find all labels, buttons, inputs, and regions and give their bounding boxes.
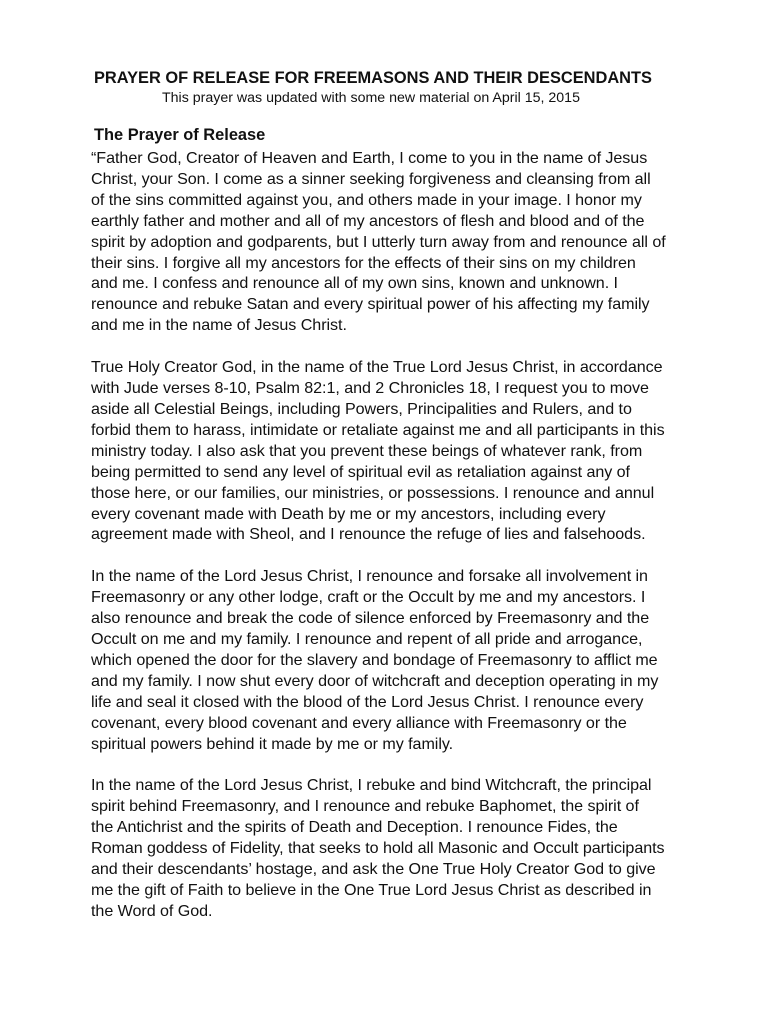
text-line: forbid them to harass, intimidate or retaliate against me and all participants in this: [91, 420, 665, 439]
text-line: Occult on me and my family. I renounce and repent of all pride and arrogance,: [91, 630, 643, 649]
text-line: covenant, every blood covenant and every alliance with Freemasonry or the: [91, 713, 627, 732]
paragraph-1: [91, 148, 731, 336]
text-line: me the gift of Faith to believe in the One True Lord Jesus Christ as described in: [91, 881, 652, 899]
text-line: aside all Celestial Beings, including Powers, Principalities and Rulers, and to: [91, 399, 632, 418]
text-line: being permitted to send any level of spiritual evil as retaliation against any of: [91, 462, 630, 481]
section-heading: The Prayer of Release: [94, 126, 266, 144]
text-line: Roman goddess of Fidelity, that seeks to hold all Masonic and Occult participants: [91, 839, 665, 858]
text-line: renounce and rebuke Satan and every spiritual power of his affecting my family: [91, 295, 650, 314]
text-line: life and seal it closed with the blood of the Lord Jesus Christ. I renounce every: [91, 692, 644, 711]
text-line: and me in the name of Jesus Christ.: [91, 316, 347, 335]
text-line: ministry today. I also ask that you prevent these beings of whatever rank, from: [91, 441, 643, 460]
text-line: which opened the door for the slavery and bondage of Freemasonry to afflict me: [91, 650, 658, 669]
text-line: of the sins committed against you, and others made in your image. I honor my: [91, 190, 642, 209]
text-line: “Father God, Creator of Heaven and Earth, I come to you in the name of Jesus: [91, 149, 648, 167]
text-line: Christ, your Son. I come as a sinner seeking forgiveness and cleansing from all: [91, 169, 651, 188]
text-line: Freemasonry or any other lodge, craft or the Occult by me and my ancestors. I: [91, 588, 646, 607]
paragraph-3: [91, 566, 731, 754]
text-line: earthly father and mother and all of my ancestors of flesh and blood and of the: [91, 211, 645, 230]
text-line: the Word of God.: [91, 901, 213, 920]
prayer-body: [91, 148, 731, 943]
text-line: spirit behind Freemasonry, and I renounce and rebuke Baphomet, the spirit of: [91, 797, 639, 816]
text-line: and their descendants’ hostage, and ask the One True Holy Creator God to give: [91, 860, 656, 879]
document-subtitle: This prayer was updated with some new material on April 15, 2015: [162, 90, 580, 106]
text-line: and me. I confess and renounce all of my own sins, known and unknown. I: [91, 274, 618, 293]
paragraph-2: [91, 357, 731, 545]
text-line: every covenant made with Death by me or my ancestors, including every: [91, 504, 606, 523]
text-line: agreement made with Sheol, and I renounce the refuge of lies and falsehoods.: [91, 525, 646, 544]
text-line: True Holy Creator God, in the name of the True Lord Jesus Christ, in accordance: [91, 358, 663, 377]
paragraph-4: [91, 775, 731, 921]
text-line: with Jude verses 8-10, Psalm 82:1, and 2 Chronicles 18, I request you to move: [91, 379, 649, 398]
text-line: their sins. I forgive all my ancestors for the effects of their sins on my children: [91, 253, 636, 272]
text-line: spiritual powers behind it made by me or my family.: [91, 734, 454, 753]
text-line: In the name of the Lord Jesus Christ, I rebuke and bind Witchcraft, the principal: [91, 776, 652, 795]
document-title: PRAYER OF RELEASE FOR FREEMASONS AND THEIR DESCENDANTS: [94, 69, 652, 87]
text-line: and my family. I now shut every door of witchcraft and deception operating in my: [91, 671, 659, 690]
text-line: In the name of the Lord Jesus Christ, I renounce and forsake all involvement in: [91, 567, 648, 586]
text-line: the Antichrist and the spirits of Death and Deception. I renounce Fides, the: [91, 818, 618, 837]
text-line: those here, or our families, our ministries, or possessions. I renounce and annul: [91, 483, 655, 502]
text-line: spirit by adoption and godparents, but I utterly turn away from and renounce all of: [91, 232, 666, 251]
text-line: also renounce and break the code of silence enforced by Freemasonry and the: [91, 609, 650, 628]
